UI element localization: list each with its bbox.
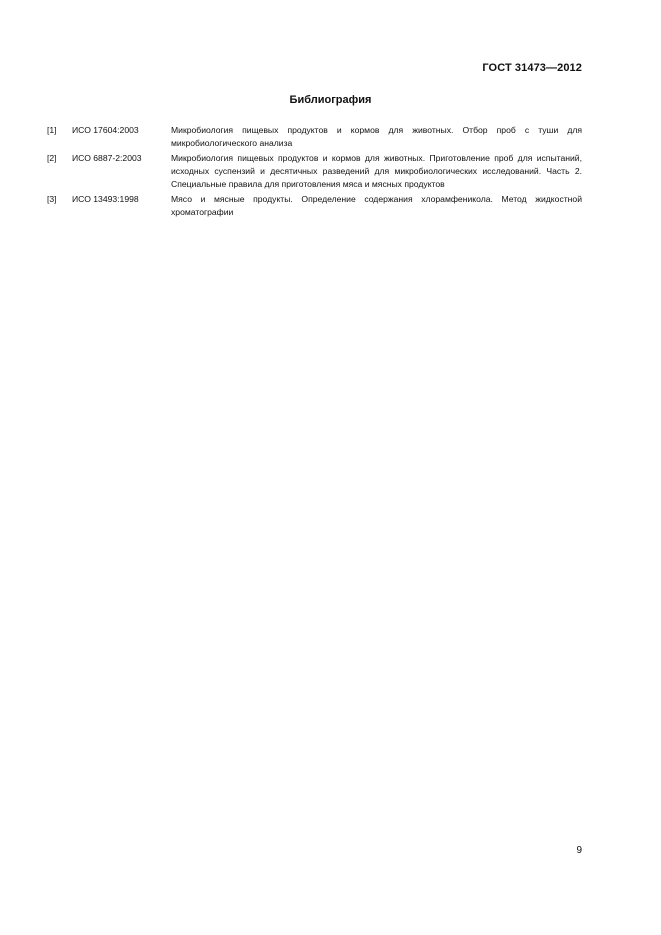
bibliography-title: Библиография — [289, 94, 372, 106]
entry-number: [3] — [47, 194, 57, 204]
entry-title: Мясо и мясные продукты. Определение содержания хлорамфеникола. Метод жидкостной хроматографии — [171, 194, 582, 217]
entry-number: [2] — [47, 153, 57, 163]
entry-standard-code: ИСО 13493:1998 — [72, 194, 139, 204]
entry-title: Микробиология пищевых продуктов и кормов для животных. Приготовление проб для испытаний, исходных суспензий и десятичных разведений для микробиологических исследований. Часть 2. Специальные правила для приготовления мяса и мясных продуктов — [171, 153, 582, 189]
page-number: 9 — [576, 845, 582, 856]
entry-standard-code: ИСО 6887-2:2003 — [72, 153, 142, 163]
bibliography-list — [47, 124, 582, 221]
entry-title: Микробиология пищевых продуктов и кормов для животных. Отбор проб с туши для микробиологического анализа — [171, 125, 582, 148]
standard-header: ГОСТ 31473—2012 — [482, 62, 582, 74]
bibliography-entry — [47, 124, 582, 150]
entry-number: [1] — [47, 125, 57, 135]
bibliography-entry — [47, 152, 582, 191]
entry-standard-code: ИСО 17604:2003 — [72, 125, 139, 135]
bibliography-entry — [47, 193, 582, 219]
